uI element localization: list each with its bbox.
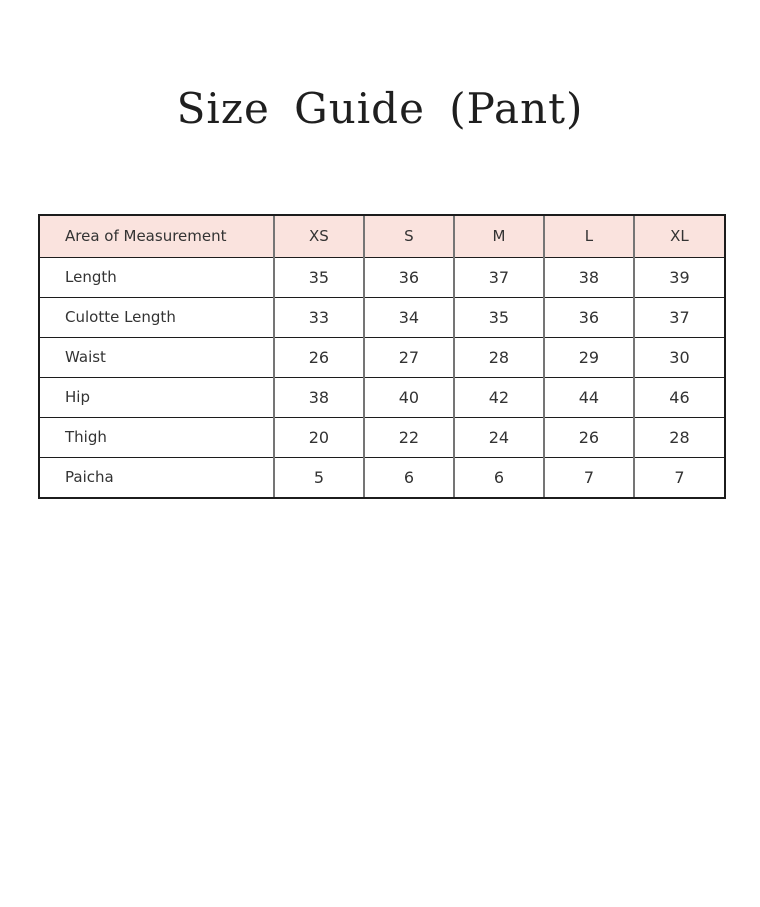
table-row-length [40, 257, 724, 297]
cell-value: 28 [454, 337, 544, 377]
cell-value: 35 [274, 257, 364, 297]
cell-value: 38 [544, 257, 634, 297]
table-row-waist [40, 337, 724, 377]
column-header-s: S [364, 216, 454, 257]
cell-value: 20 [274, 417, 364, 457]
table-row-hip [40, 377, 724, 417]
cell-value: 38 [274, 377, 364, 417]
cell-value: 46 [634, 377, 724, 417]
column-header-xs: XS [274, 216, 364, 257]
table-row-culotte-length [40, 297, 724, 337]
cell-value: 34 [364, 297, 454, 337]
table-row-thigh [40, 417, 724, 457]
cell-value: 7 [674, 467, 685, 487]
cell-value: 36 [364, 257, 454, 297]
cell-value: 40 [364, 377, 454, 417]
page-title: Size Guide (Pant) [176, 84, 584, 133]
cell-value: 36 [544, 297, 634, 337]
cell-value: 44 [544, 377, 634, 417]
table-header-row [40, 216, 724, 257]
column-header-m: M [454, 216, 544, 257]
row-label: Paicha [40, 457, 274, 497]
table-row-paicha [40, 457, 724, 497]
column-header-area: Area of Measurement [40, 216, 274, 257]
row-label: Hip [40, 377, 274, 417]
cell-value: 37 [454, 257, 544, 297]
cell-value: 42 [454, 377, 544, 417]
cell-value: 33 [274, 297, 364, 337]
row-label: Length [40, 257, 274, 297]
row-label: Thigh [40, 417, 274, 457]
cell-value: 35 [454, 297, 544, 337]
cell-value: 6 [364, 457, 454, 497]
cell-value: 28 [634, 417, 724, 457]
cell-value: 26 [274, 337, 364, 377]
cell-value: 26 [544, 417, 634, 457]
cell-value: 29 [544, 337, 634, 377]
cell-value: 5 [274, 457, 364, 497]
size-guide-table [38, 214, 726, 499]
cell-value: 6 [454, 457, 544, 497]
column-header-l: L [544, 216, 634, 257]
cell-value: 27 [364, 337, 454, 377]
column-header-xl: XL [634, 216, 724, 257]
cell-value: 7 [544, 457, 634, 497]
row-label: Waist [40, 337, 274, 377]
cell-value: 39 [634, 257, 724, 297]
cell-value: 37 [634, 297, 724, 337]
cell-value: 22 [364, 417, 454, 457]
row-label: Culotte Length [40, 297, 274, 337]
cell-value: 30 [634, 337, 724, 377]
measurement-table [40, 216, 724, 497]
cell-value: 24 [454, 417, 544, 457]
